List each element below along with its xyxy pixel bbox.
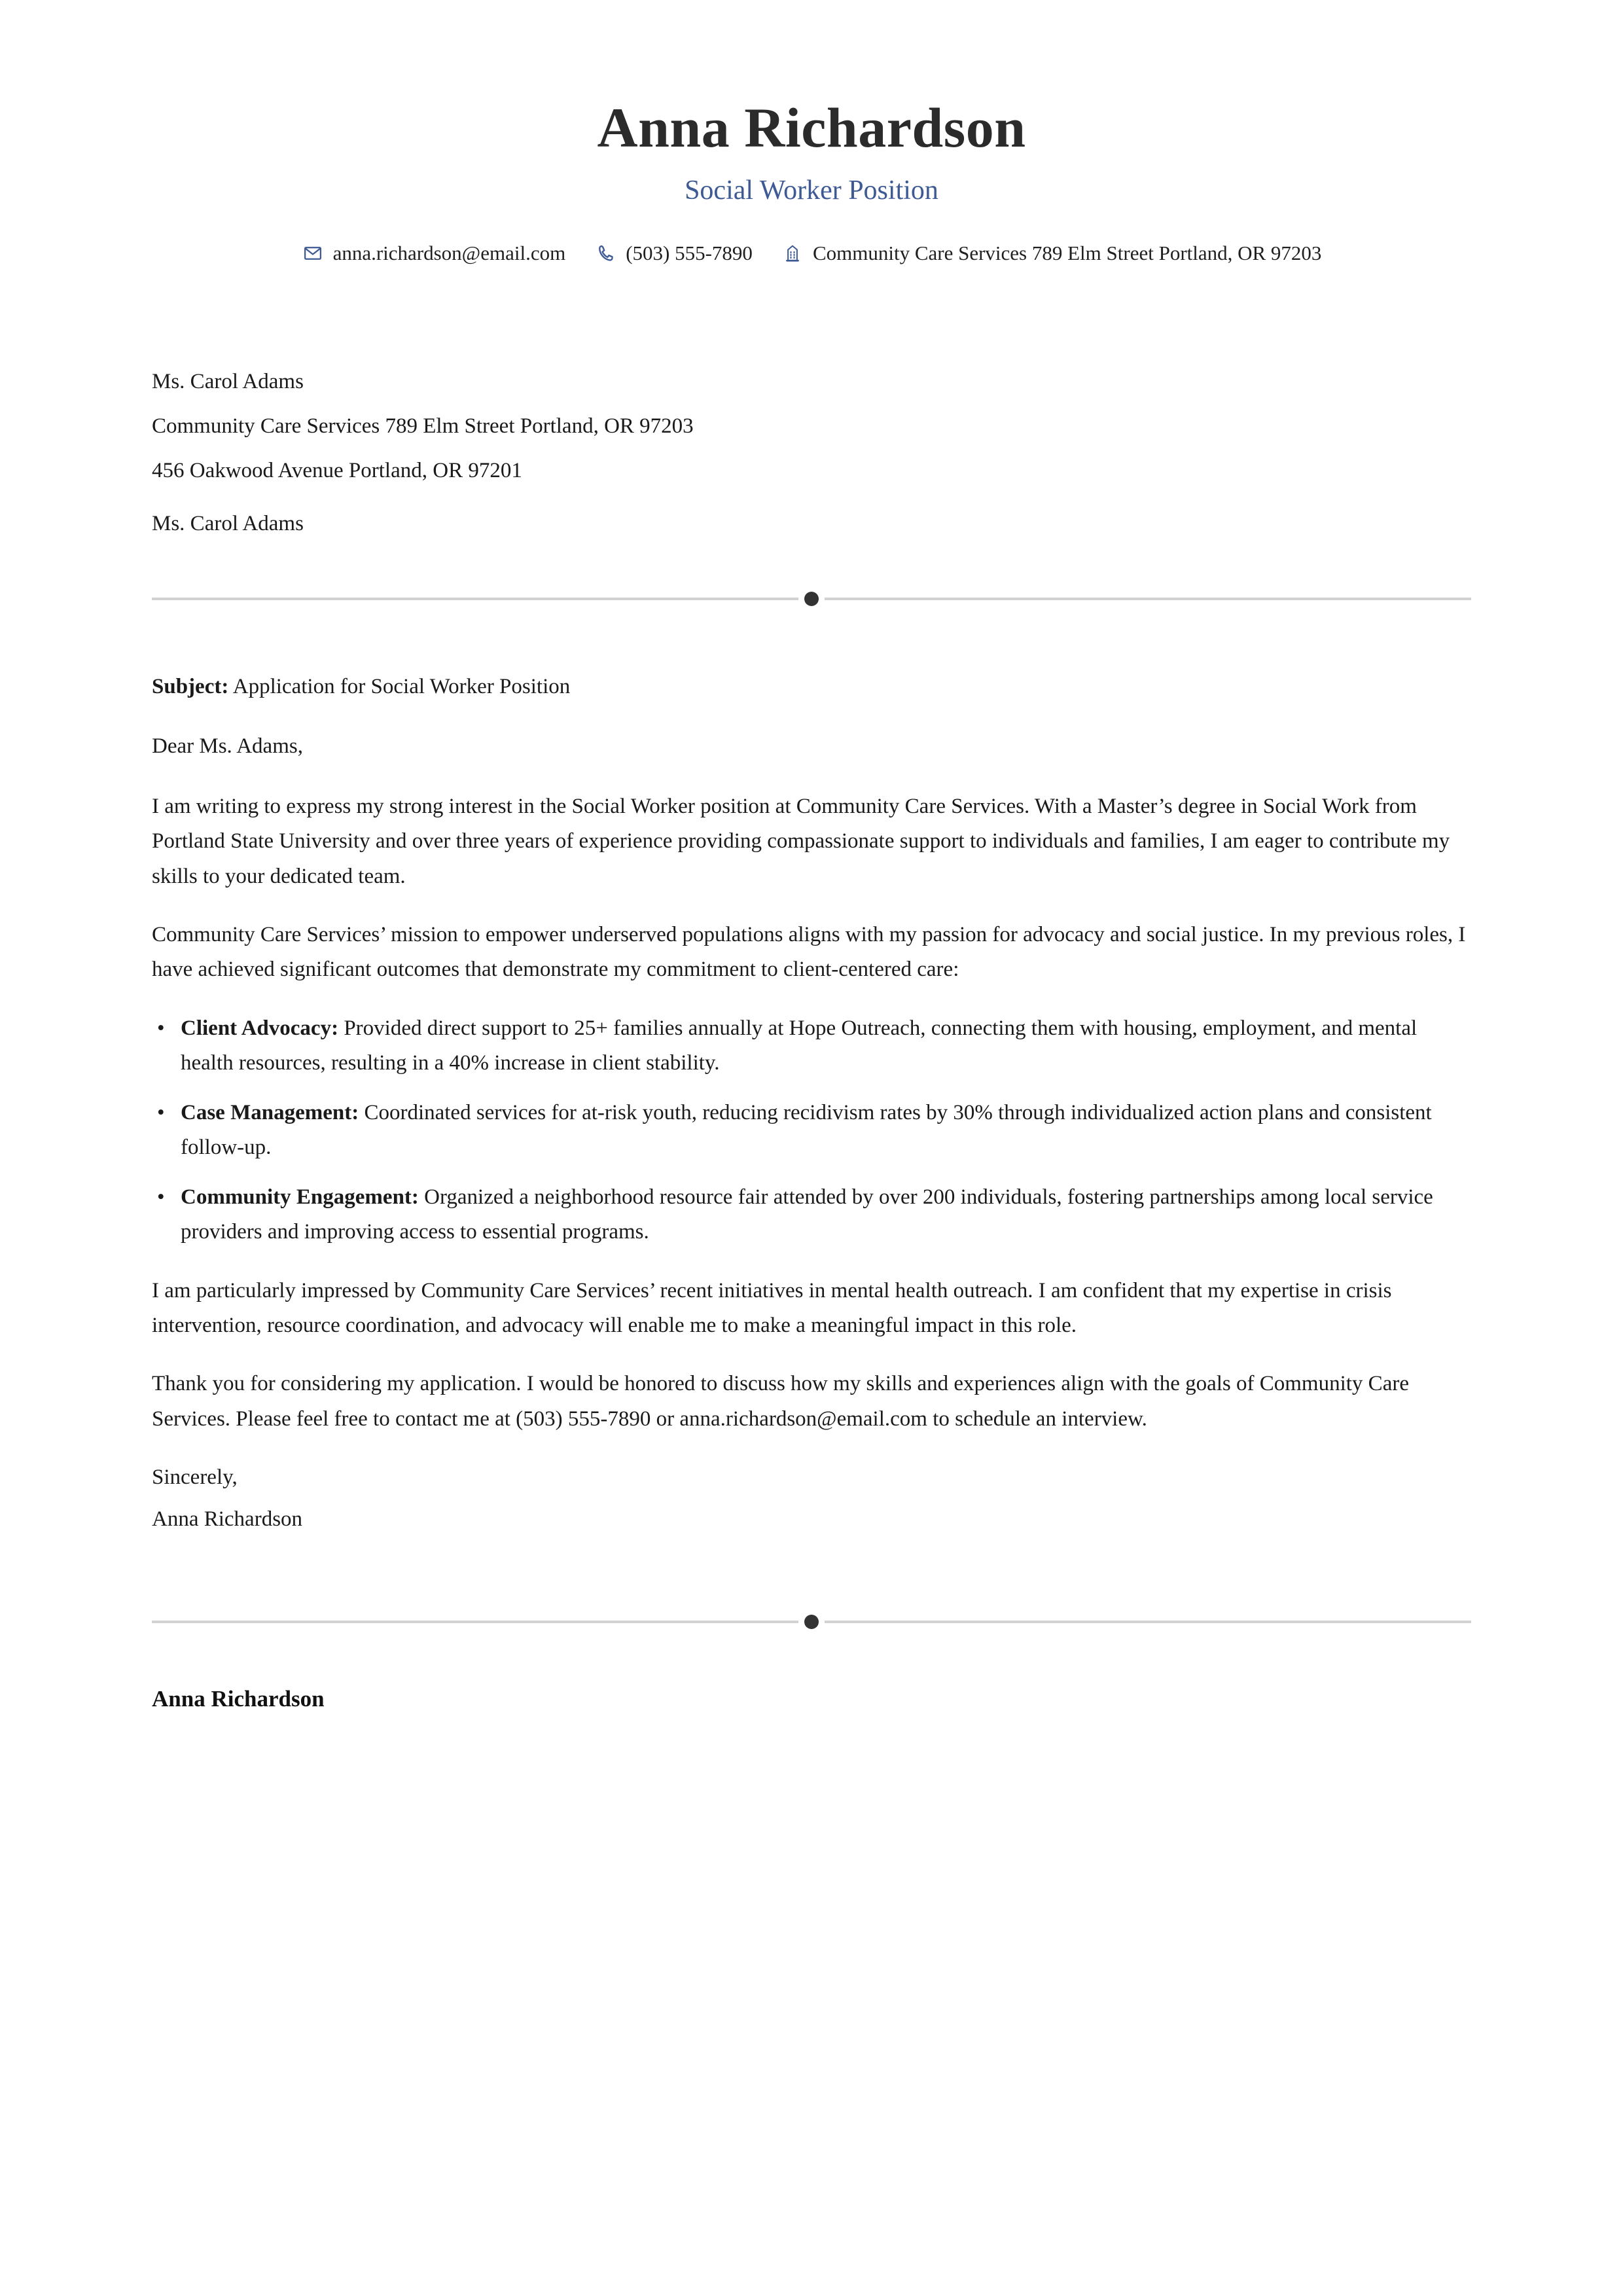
recipient-attention: Ms. Carol Adams: [152, 511, 304, 535]
subject-line: [152, 670, 1471, 704]
list-item: [152, 1096, 1471, 1166]
recipient-name: Ms. Carol Adams: [152, 369, 304, 393]
letter-body: [152, 670, 1471, 1537]
position-subtitle: Social Worker Position: [685, 175, 938, 206]
closing-block: [152, 1460, 1471, 1537]
divider-bottom: [152, 1614, 1471, 1630]
contact-phone-value: (503) 555-7890: [626, 241, 753, 264]
achievements-list: [152, 1011, 1471, 1250]
bullet-label: Community Engagement:: [181, 1185, 419, 1209]
bullet-point-icon: •: [157, 1016, 165, 1040]
body-paragraph-3: I am particularly impressed by Community Care Services’ recent initiatives in mental health outreach. I am confident that my expertise in crisis intervention, resource coordination, and advocacy will enable me to make a meaningful impact in this role.: [152, 1278, 1392, 1338]
contact-row: [152, 242, 1471, 265]
bullet-label: Case Management:: [181, 1100, 359, 1124]
recipient-block: [152, 371, 1471, 535]
divider-dot-icon: [804, 1615, 819, 1629]
bullet-text: Provided direct support to 25+ families annually at Hope Outreach, connecting them with housing, employment, and mental health resources, resulting in a 40% increase in client stability.: [181, 1016, 1418, 1075]
list-item: [152, 1180, 1471, 1250]
letter-header: [152, 0, 1471, 265]
bullet-text: Coordinated services for at-risk youth, reducing recidivism rates by 30% through individualized action plans and consistent follow-up.: [181, 1100, 1432, 1160]
bullet-text: Organized a neighborhood resource fair attended by over 200 individuals, fostering partnerships among local service providers and improving access to essential programs.: [181, 1185, 1433, 1244]
divider-top: [152, 591, 1471, 607]
salutation: Dear Ms. Adams,: [152, 734, 303, 759]
contact-email-value: anna.richardson@email.com: [332, 241, 566, 264]
page-title: Anna Richardson: [597, 96, 1026, 159]
closing-salutation: Sincerely,: [152, 1465, 238, 1490]
body-paragraph-1: I am writing to express my strong interest in the Social Worker position at Community Care Services. With a Master’s degree in Social Work from Portland State University and over three years of experience providing compassionate support to individuals and families, I am eager to contribute my skills to your dedicated team.: [152, 794, 1450, 888]
bullet-label: Client Advocacy:: [181, 1016, 339, 1040]
subject-text: Application for Social Worker Position: [232, 674, 571, 698]
contact-address: [781, 242, 1322, 265]
recipient-street-address: 456 Oakwood Avenue Portland, OR 97201: [152, 458, 522, 482]
divider-dot-icon: [804, 592, 819, 606]
bullet-point-icon: •: [157, 1185, 165, 1209]
closing-signature-name: Anna Richardson: [152, 1507, 303, 1531]
body-paragraph-4: Thank you for considering my application. I would be honored to discuss how my skills and experiences align with the goals of Community Care Services. Please feel free to contact me at (503) 555-7890 or anna.richardson@email.com to schedule an interview.: [152, 1372, 1409, 1431]
bullet-point-icon: •: [157, 1100, 165, 1124]
body-paragraph-2: Community Care Services’ mission to empower underserved populations aligns with my passion for advocacy and social justice. In my previous roles, I have achieved significant outcomes that demonstrate my commitment to client-centered care:: [152, 922, 1466, 982]
list-item: [152, 1011, 1471, 1081]
envelope-icon: [302, 242, 324, 264]
footer-name: Anna Richardson: [152, 1686, 325, 1712]
contact-phone: [594, 242, 753, 265]
building-icon: [781, 242, 804, 264]
phone-icon: [594, 242, 616, 264]
contact-address-value: Community Care Services 789 Elm Street Portland, OR 97203: [812, 241, 1322, 264]
recipient-company-address: Community Care Services 789 Elm Street Portland, OR 97203: [152, 414, 694, 438]
subject-label: Subject:: [152, 674, 229, 698]
contact-email: [302, 242, 566, 265]
